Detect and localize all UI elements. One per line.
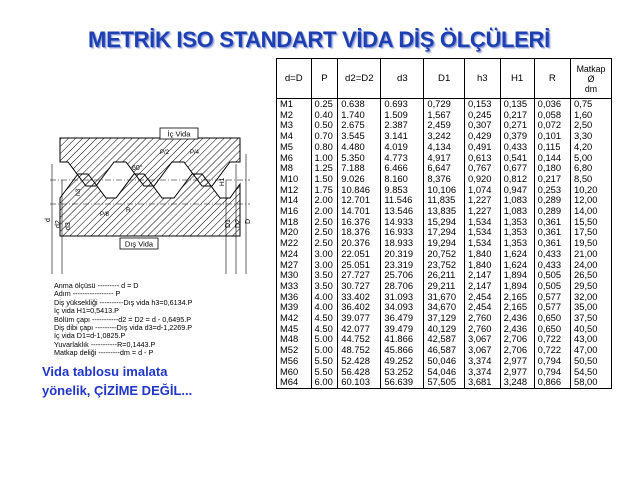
table-cell: M60 [277, 367, 312, 378]
table-cell: 37,50 [571, 313, 612, 324]
table-cell: 0,947 [500, 185, 534, 196]
table-cell: 1,534 [465, 238, 501, 249]
table-cell: 2,706 [500, 345, 534, 356]
table-cell: 4,20 [571, 142, 612, 153]
table-cell: 0,505 [534, 270, 570, 281]
table-cell: 1,60 [571, 110, 612, 121]
table-cell: 54,046 [424, 367, 465, 378]
p2-label: P/2 [160, 150, 170, 156]
table-cell: 0,361 [534, 238, 570, 249]
table-cell: 34.093 [381, 302, 424, 313]
table-cell: 2.00 [311, 206, 338, 217]
table-cell: 24,00 [571, 260, 612, 271]
table-cell: 17,294 [424, 227, 465, 238]
table-cell: 12.701 [338, 195, 381, 206]
table-cell: 0,144 [534, 153, 570, 164]
table-cell: M14 [277, 195, 312, 206]
table-cell: 14,00 [571, 206, 612, 217]
table-cell: 0,505 [534, 281, 570, 292]
table-cell: 2.50 [311, 227, 338, 238]
table-cell: 18.933 [381, 238, 424, 249]
header-cell: R [534, 59, 570, 99]
table-cell: 0,379 [500, 131, 534, 142]
table-cell: 0,767 [465, 163, 501, 174]
table-cell: 1,083 [500, 195, 534, 206]
table-cell: 18.376 [338, 227, 381, 238]
table-cell: 54,50 [571, 367, 612, 378]
table-cell: 14.933 [381, 217, 424, 228]
table-cell: 2,165 [500, 292, 534, 303]
table-cell: 10,106 [424, 185, 465, 196]
legend-line: İç vida D1=d-1,0825.P [54, 331, 126, 341]
table-cell: M39 [277, 302, 312, 313]
d2-label: d2 [55, 220, 62, 228]
table-cell: 2,454 [465, 292, 501, 303]
table-cell: 19,50 [571, 238, 612, 249]
table-cell: 2,977 [500, 356, 534, 367]
table-cell: 5.00 [311, 334, 338, 345]
table-cell: 57,505 [424, 377, 465, 388]
table-cell: 2,459 [424, 120, 465, 131]
table-cell: 56.639 [381, 377, 424, 388]
table-cell: 0,153 [465, 99, 501, 110]
legend-line: Diş dibi çapı ---------Dış vida d3=d-1,2269.P [54, 323, 193, 333]
D-label: D [245, 218, 252, 224]
table-cell: M33 [277, 281, 312, 292]
table-cell: 28.706 [381, 281, 424, 292]
table-cell: 0,433 [534, 249, 570, 260]
table-cell: 1.50 [311, 174, 338, 185]
table-cell: 16.933 [381, 227, 424, 238]
table-cell: 1,227 [465, 206, 501, 217]
table-cell: 0.638 [338, 99, 381, 110]
table-cell: 1,624 [500, 260, 534, 271]
table-cell: 42.077 [338, 324, 381, 335]
table-cell: 0,115 [534, 142, 570, 153]
table-cell: M2 [277, 110, 312, 121]
table-cell: 2.50 [311, 238, 338, 249]
table-cell: 0,253 [534, 185, 570, 196]
table-cell: 0,058 [534, 110, 570, 121]
table-cell: 1,534 [465, 227, 501, 238]
table-cell: M12 [277, 185, 312, 196]
table-cell: 23.319 [381, 260, 424, 271]
table-cell: M45 [277, 324, 312, 335]
h1-label: H1 [219, 177, 226, 186]
table-cell: 6,80 [571, 163, 612, 174]
table-cell: 2,50 [571, 120, 612, 131]
table-cell: 35,00 [571, 302, 612, 313]
table-cell: M10 [277, 174, 312, 185]
table-cell: 33.402 [338, 292, 381, 303]
table-cell: 0,650 [534, 313, 570, 324]
table-cell: 20,752 [424, 249, 465, 260]
table-cell: 12,00 [571, 195, 612, 206]
table-cell: 36.479 [381, 313, 424, 324]
table-cell: 5.50 [311, 356, 338, 367]
table-cell: 1,083 [500, 206, 534, 217]
table-cell: 4.50 [311, 324, 338, 335]
table-cell: 41.866 [381, 334, 424, 345]
table-cell: 0,794 [534, 367, 570, 378]
table-cell: 0,036 [534, 99, 570, 110]
d-label: d [45, 218, 52, 222]
header-cell: D1 [424, 59, 465, 99]
D1-label: D1 [225, 219, 232, 228]
table-cell: 2,436 [500, 313, 534, 324]
table-cell: 1,894 [500, 270, 534, 281]
angle-label: 60° [132, 165, 143, 172]
header-cell: h3 [465, 59, 501, 99]
table-cell: 0,429 [465, 131, 501, 142]
table-cell: 6.466 [381, 163, 424, 174]
table-cell: 4.480 [338, 142, 381, 153]
table-cell: 44.752 [338, 334, 381, 345]
table-cell: 45.866 [381, 345, 424, 356]
table-cell: 2,147 [465, 270, 501, 281]
table-cell: 53.252 [381, 367, 424, 378]
table-cell: M48 [277, 334, 312, 345]
thread-table-container [276, 58, 612, 410]
table-cell: 0,307 [465, 120, 501, 131]
table-cell: 5,00 [571, 153, 612, 164]
table-cell: 22.051 [338, 249, 381, 260]
table-cell: 3,30 [571, 131, 612, 142]
table-cell: 0,217 [500, 110, 534, 121]
table-cell: 1,074 [465, 185, 501, 196]
table-cell: 0,650 [534, 324, 570, 335]
table-cell: M18 [277, 217, 312, 228]
table-cell: 0,794 [534, 356, 570, 367]
slide-title: METRİK ISO STANDART VİDA DİŞ ÖLÇÜLERİ [88, 27, 550, 52]
table-cell: 58,00 [571, 377, 612, 388]
table-row [277, 356, 612, 367]
table-cell: 8.160 [381, 174, 424, 185]
table-cell: 39.077 [338, 313, 381, 324]
table-cell: 40,129 [424, 324, 465, 335]
dis-vida-label: Dış Vida [124, 239, 154, 249]
table-cell: 0,577 [534, 292, 570, 303]
table-cell: 0,361 [534, 227, 570, 238]
table-cell: 3,374 [465, 367, 501, 378]
table-cell: 20.376 [338, 238, 381, 249]
table-cell: 3,248 [500, 377, 534, 388]
table-cell: 0,217 [534, 174, 570, 185]
legend-line: Bölüm çapı -----------d2 = D2 = d - 0,6495.P [54, 314, 192, 324]
table-cell: 2,977 [500, 367, 534, 378]
table-cell: 42,587 [424, 334, 465, 345]
D2-label: D2 [235, 219, 242, 228]
table-cell: 36.402 [338, 302, 381, 313]
d3-label: d3 [65, 222, 72, 230]
table-cell: 3.50 [311, 281, 338, 292]
table-cell: 0,677 [500, 163, 534, 174]
table-cell: 15,50 [571, 217, 612, 228]
table-cell: M6 [277, 153, 312, 164]
table-cell: 0,613 [465, 153, 501, 164]
table-cell: 48.752 [338, 345, 381, 356]
table-cell: 1.740 [338, 110, 381, 121]
table-cell: 26,50 [571, 270, 612, 281]
table-cell: 6,647 [424, 163, 465, 174]
table-cell: 60.103 [338, 377, 381, 388]
table-cell: 0,75 [571, 99, 612, 110]
r-label: R [126, 207, 131, 214]
table-cell: 3.00 [311, 249, 338, 260]
table-cell: 31,670 [424, 292, 465, 303]
table-cell: 0.50 [311, 120, 338, 131]
table-cell: 50,046 [424, 356, 465, 367]
table-cell: 0,812 [500, 174, 534, 185]
table-cell: 50,50 [571, 356, 612, 367]
table-cell: 3.50 [311, 270, 338, 281]
table-row [277, 249, 612, 260]
table-cell: 10,20 [571, 185, 612, 196]
table-cell: M36 [277, 292, 312, 303]
table-cell: M52 [277, 345, 312, 356]
table-cell: 1,353 [500, 227, 534, 238]
table-cell: M8 [277, 163, 312, 174]
table-cell: 20.319 [381, 249, 424, 260]
table-cell: M22 [277, 238, 312, 249]
table-cell: 4.00 [311, 292, 338, 303]
table-cell: 1,567 [424, 110, 465, 121]
table-body [277, 99, 612, 389]
table-cell: 0.40 [311, 110, 338, 121]
table-cell: M24 [277, 249, 312, 260]
table-cell: M64 [277, 377, 312, 388]
table-row [277, 377, 612, 388]
table-cell: 32,00 [571, 292, 612, 303]
table-cell: 0,722 [534, 345, 570, 356]
table-cell: 52.428 [338, 356, 381, 367]
table-cell: 3,681 [465, 377, 501, 388]
p8-label: P/8 [100, 212, 110, 218]
table-cell: 11.546 [381, 195, 424, 206]
table-cell: 2,436 [500, 324, 534, 335]
table-cell: 4,134 [424, 142, 465, 153]
table-cell: 3.00 [311, 260, 338, 271]
table-cell: 27.727 [338, 270, 381, 281]
table-cell: 1.509 [381, 110, 424, 121]
table-cell: 1,624 [500, 249, 534, 260]
header-cell-matkap [571, 59, 612, 99]
header-cell: d=D [277, 59, 312, 99]
table-cell: 0.70 [311, 131, 338, 142]
table-cell: 5.350 [338, 153, 381, 164]
table-cell: 0,072 [534, 120, 570, 131]
p4-label: P/4 [190, 150, 200, 156]
table-cell: 21,00 [571, 249, 612, 260]
table-cell: 25.051 [338, 260, 381, 271]
table-cell: 31.093 [381, 292, 424, 303]
table-cell: 0.693 [381, 99, 424, 110]
table-cell: 2,454 [465, 302, 501, 313]
table-cell: 13,835 [424, 206, 465, 217]
table-cell: 17,50 [571, 227, 612, 238]
table-cell: 0,491 [465, 142, 501, 153]
table-cell: 1,353 [500, 238, 534, 249]
table-cell: M1 [277, 99, 312, 110]
header-cell: d2=D2 [338, 59, 381, 99]
table-cell: 19,294 [424, 238, 465, 249]
table-cell: 7.188 [338, 163, 381, 174]
table-cell: 26,211 [424, 270, 465, 281]
table-cell: M27 [277, 260, 312, 271]
table-cell: 34,670 [424, 302, 465, 313]
table-cell: M16 [277, 206, 312, 217]
table-cell: 1,353 [500, 217, 534, 228]
table-cell: 2,147 [465, 281, 501, 292]
table-cell: 14.701 [338, 206, 381, 217]
table-cell: 25.706 [381, 270, 424, 281]
table-cell: 5.50 [311, 367, 338, 378]
header-cell: H1 [500, 59, 534, 99]
table-cell: 1.75 [311, 185, 338, 196]
table-cell: 0.80 [311, 142, 338, 153]
table-cell: 2,760 [465, 313, 501, 324]
table-cell: 0,866 [534, 377, 570, 388]
table-cell: 3.141 [381, 131, 424, 142]
table-cell: 29,50 [571, 281, 612, 292]
table-cell: 43,00 [571, 334, 612, 345]
table-cell: 0,289 [534, 195, 570, 206]
table-cell: 0,722 [534, 334, 570, 345]
table-cell: 46,587 [424, 345, 465, 356]
table-cell: M30 [277, 270, 312, 281]
table-cell: 0,433 [500, 142, 534, 153]
table-cell: 13.546 [381, 206, 424, 217]
table-cell: 2.50 [311, 217, 338, 228]
table-cell: 1,894 [500, 281, 534, 292]
table-cell: 9.853 [381, 185, 424, 196]
table-cell: 11,835 [424, 195, 465, 206]
table-cell: 3.545 [338, 131, 381, 142]
table-cell: 2,165 [500, 302, 534, 313]
table-cell: 0.25 [311, 99, 338, 110]
table-cell: 0,135 [500, 99, 534, 110]
thread-profile-diagram [40, 124, 260, 284]
table-cell: 0,577 [534, 302, 570, 313]
table-cell: 0,920 [465, 174, 501, 185]
table-cell: 2.675 [338, 120, 381, 131]
table-cell: 0,433 [534, 260, 570, 271]
table-cell: 0,180 [534, 163, 570, 174]
table-cell: M5 [277, 142, 312, 153]
table-cell: 40,50 [571, 324, 612, 335]
table-header-row [277, 59, 612, 99]
legend-line: Anma ölçüsü --------- d = D [54, 281, 139, 290]
table-cell: 4.50 [311, 313, 338, 324]
legend-line: Yuvarlaklık -----------R=0,1443.P [54, 339, 156, 349]
table-cell: 0,101 [534, 131, 570, 142]
table-cell: 8,50 [571, 174, 612, 185]
note-line: yönelik, ÇİZİME DEĞİL... [42, 383, 193, 398]
table-cell: 9.026 [338, 174, 381, 185]
table-cell: 8,376 [424, 174, 465, 185]
table-cell: 1,227 [465, 195, 501, 206]
table-cell: 4.773 [381, 153, 424, 164]
table-cell: 0,289 [534, 206, 570, 217]
table-cell: M56 [277, 356, 312, 367]
legend-line: İç vida H1=0,5413.P [54, 306, 119, 316]
table-cell: 4,917 [424, 153, 465, 164]
table-cell: 3,067 [465, 345, 501, 356]
table-cell: 15,294 [424, 217, 465, 228]
header-cell: P [311, 59, 338, 99]
table-cell: 10.846 [338, 185, 381, 196]
note-text [42, 362, 192, 400]
table-cell: 1,840 [465, 260, 501, 271]
table-cell: 29,211 [424, 281, 465, 292]
formula-legend [54, 282, 266, 358]
table-cell: 3,374 [465, 356, 501, 367]
table-cell: 2.00 [311, 195, 338, 206]
table-cell: 3,242 [424, 131, 465, 142]
matkap-header: Matkap Ø dm [576, 63, 606, 94]
table-cell: 2,760 [465, 324, 501, 335]
table-cell: 5.00 [311, 345, 338, 356]
table-cell: 0,245 [465, 110, 501, 121]
table-cell: 1.00 [311, 153, 338, 164]
table-cell: 47,00 [571, 345, 612, 356]
table-cell: M42 [277, 313, 312, 324]
table-cell: 49.252 [381, 356, 424, 367]
ic-vida-label: İç Vida [167, 129, 191, 139]
note-line: Vida tablosu imalata [42, 364, 168, 379]
table-cell: 39.479 [381, 324, 424, 335]
table-cell: 1.25 [311, 163, 338, 174]
thread-table [276, 58, 612, 389]
table-cell: 0,271 [500, 120, 534, 131]
table-cell: 3,067 [465, 334, 501, 345]
table-cell: 0,541 [500, 153, 534, 164]
table-cell: 4.00 [311, 302, 338, 313]
table-cell: 1,534 [465, 217, 501, 228]
table-cell: 37,129 [424, 313, 465, 324]
legend-line: Adım ----------------- P [54, 289, 121, 299]
table-cell: 30.727 [338, 281, 381, 292]
legend-line: Diş yüksekliği ----------Dış vida h3=0,6134.P [54, 297, 193, 307]
table-cell: M4 [277, 131, 312, 142]
table-cell: 0,729 [424, 99, 465, 110]
table-cell: M3 [277, 120, 312, 131]
table-cell: 2.387 [381, 120, 424, 131]
table-cell: 0,361 [534, 217, 570, 228]
table-cell: 2,706 [500, 334, 534, 345]
table-row [277, 142, 612, 153]
table-cell: 6.00 [311, 377, 338, 388]
header-cell: d3 [381, 59, 424, 99]
legend-line: Matkap deliği ---------dm = d - P [54, 348, 154, 358]
table-cell: M20 [277, 227, 312, 238]
table-cell: 1,840 [465, 249, 501, 260]
table-cell: 16.376 [338, 217, 381, 228]
table-cell: 56.428 [338, 367, 381, 378]
h3-label: h3 [75, 188, 82, 196]
table-cell: 4.019 [381, 142, 424, 153]
table-cell: 23,752 [424, 260, 465, 271]
